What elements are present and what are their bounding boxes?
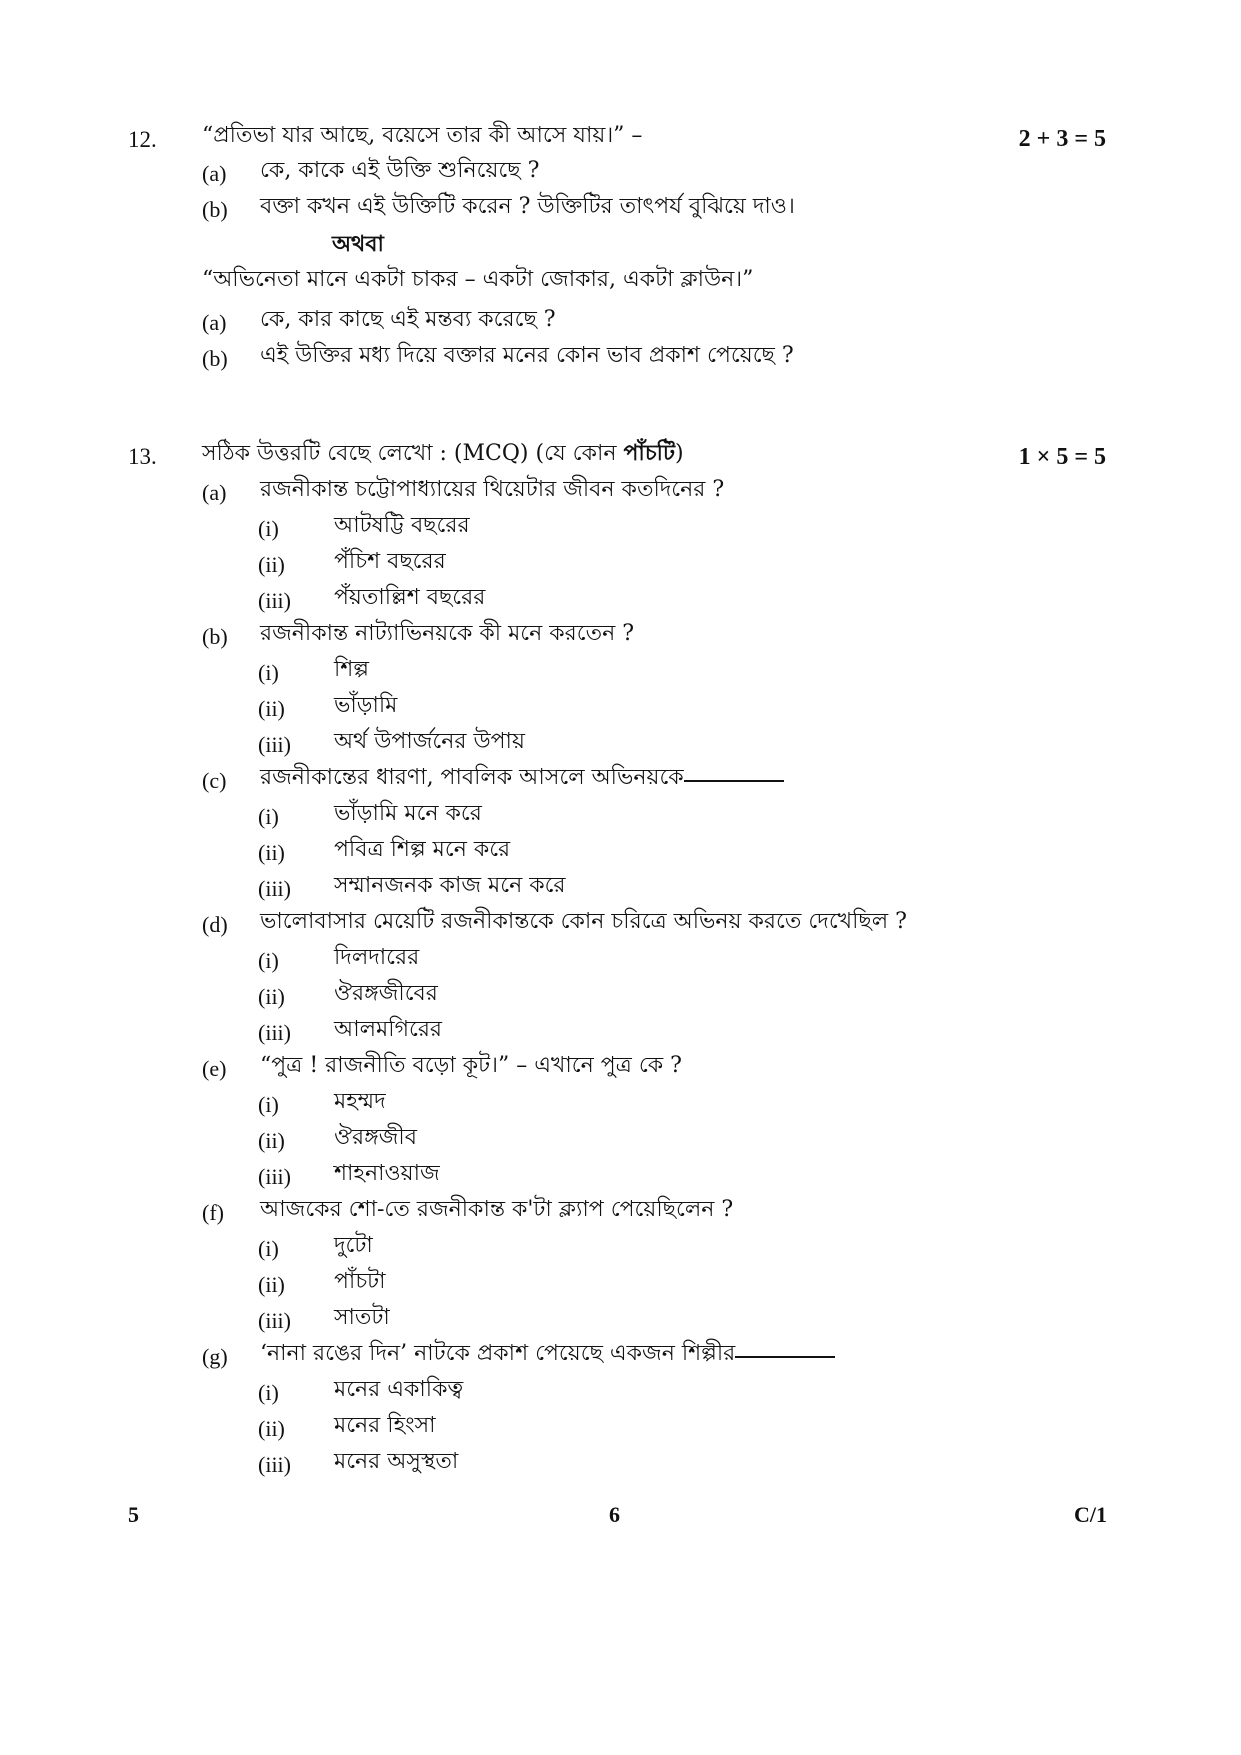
mcq-g-option-2-label: (ii) bbox=[258, 1416, 285, 1441]
question-12-sub-c-text: কে, কার কাছে এই মন্তব্য করেছে ? bbox=[260, 307, 556, 332]
mcq-c-question bbox=[260, 767, 784, 789]
mcq-e-question: “পুত্র ! রাজনীতি বড়ো কূট।” – এখানে পুত্র কে ? bbox=[260, 1053, 682, 1078]
mcq-b-option-2-label: (ii) bbox=[258, 696, 285, 721]
mcq-b-option-1-text: শিল্প bbox=[334, 657, 370, 682]
mcq-c-option-1-text: ভাঁড়ামি মনে করে bbox=[334, 801, 482, 826]
question-13-number: 13. bbox=[128, 444, 157, 469]
question-12-quote-2: “অভিনেতা মানে একটা চাকর – একটা জোকার, একটা ক্লাউন।” bbox=[202, 267, 754, 292]
question-13-heading-main: সঠিক উত্তরটি বেছে লেখো : (MCQ) (যে কোন bbox=[202, 441, 624, 466]
mcq-d-option-3-label: (iii) bbox=[258, 1020, 291, 1045]
mcq-g-blank-line bbox=[735, 1356, 835, 1358]
mcq-a-option-3-text: পঁয়তাল্লিশ বছরের bbox=[334, 585, 486, 610]
footer-page-number: 6 bbox=[609, 1502, 620, 1527]
mcq-c-option-1-label: (i) bbox=[258, 804, 279, 829]
question-12-sub-d-text: এই উক্তির মধ্য দিয়ে বক্তার মনের কোন ভাব প্রকাশ পেয়েছে ? bbox=[260, 343, 794, 368]
mcq-f-option-1-label: (i) bbox=[258, 1236, 279, 1261]
mcq-f-option-3-text: সাতটা bbox=[334, 1305, 390, 1330]
mcq-b-question: রজনীকান্ত নাট্যাভিনয়কে কী মনে করতেন ? bbox=[260, 621, 635, 646]
mcq-g-question bbox=[260, 1343, 835, 1365]
mcq-d-option-3-text: আলমগিরের bbox=[334, 1017, 443, 1042]
question-12-sub-a-label: (a) bbox=[202, 161, 227, 186]
mcq-c-option-3-text: সম্মানজনক কাজ মনে করে bbox=[334, 873, 566, 898]
mcq-b-option-1-label: (i) bbox=[258, 660, 279, 685]
question-12-sub-b-label: (b) bbox=[202, 197, 228, 222]
mcq-d-question: ভালোবাসার মেয়েটি রজনীকান্তকে কোন চরিত্রে অভিনয় করতে দেখেছিল ? bbox=[260, 909, 907, 934]
mcq-c-option-3-label: (iii) bbox=[258, 876, 291, 901]
mcq-a-option-1-label: (i) bbox=[258, 516, 279, 541]
question-12-sub-b-text: বক্তা কখন এই উক্তিটি করেন ? উক্তিটির তাৎপর্য বুঝিয়ে দাও। bbox=[260, 194, 795, 219]
question-12-sub-c-label: (a) bbox=[202, 310, 227, 335]
mcq-d-option-1-label: (i) bbox=[258, 948, 279, 973]
mcq-e-option-1-label: (i) bbox=[258, 1092, 279, 1117]
mcq-d-option-2-label: (ii) bbox=[258, 984, 285, 1009]
mcq-f-option-2-label: (ii) bbox=[258, 1272, 285, 1297]
question-12-sub-a-text: কে, কাকে এই উক্তি শুনিয়েছে ? bbox=[260, 158, 540, 183]
mcq-f-option-3-label: (iii) bbox=[258, 1308, 291, 1333]
mcq-c-label: (c) bbox=[202, 768, 227, 793]
mcq-c-blank-line bbox=[684, 780, 784, 782]
mcq-a-option-2-text: পঁচিশ বছরের bbox=[334, 549, 446, 574]
mcq-g-option-3-text: মনের অসুস্থতা bbox=[334, 1449, 459, 1474]
mcq-c-question-text: রজনীকান্তের ধারণা, পাবলিক আসলে অভিনয়কে bbox=[260, 765, 684, 790]
question-12-sub-d-label: (b) bbox=[202, 346, 228, 371]
mcq-d-label: (d) bbox=[202, 912, 228, 937]
question-12-number: 12. bbox=[128, 127, 157, 152]
mcq-b-option-3-label: (iii) bbox=[258, 732, 291, 757]
mcq-a-option-1-text: আটষট্টি বছরের bbox=[334, 513, 470, 538]
mcq-f-label: (f) bbox=[202, 1200, 224, 1225]
mcq-e-option-3-label: (iii) bbox=[258, 1164, 291, 1189]
mcq-d-option-1-text: দিলদারের bbox=[334, 945, 420, 970]
mcq-b-label: (b) bbox=[202, 624, 228, 649]
mcq-g-question-text: ‘নানা রঙের দিন’ নাটকে প্রকাশ পেয়েছে একজন শিল্পীর bbox=[260, 1341, 736, 1366]
mcq-f-question: আজকের শো-তে রজনীকান্ত ক'টা ক্ল্যাপ পেয়েছিলেন ? bbox=[260, 1197, 734, 1222]
mcq-b-option-3-text: অর্থ উপার্জনের উপায় bbox=[334, 729, 525, 754]
question-12-marks: 2 + 3 = 5 bbox=[1018, 126, 1106, 152]
mcq-g-option-2-text: মনের হিংসা bbox=[334, 1413, 436, 1438]
mcq-g-option-1-text: মনের একাকিত্ব bbox=[334, 1377, 464, 1402]
mcq-d-option-2-text: ঔরঙ্গজীবের bbox=[334, 981, 438, 1006]
mcq-c-option-2-text: পবিত্র শিল্প মনে করে bbox=[334, 837, 511, 862]
mcq-a-option-3-label: (iii) bbox=[258, 588, 291, 613]
question-12-or-text: অথবা bbox=[332, 231, 384, 257]
footer-code: C/1 bbox=[1074, 1502, 1107, 1527]
mcq-e-option-3-text: শাহনাওয়াজ bbox=[334, 1161, 440, 1186]
mcq-e-option-1-text: মহম্মদ bbox=[334, 1089, 386, 1114]
mcq-g-option-1-label: (i) bbox=[258, 1380, 279, 1405]
mcq-a-label: (a) bbox=[202, 480, 227, 505]
mcq-c-option-2-label: (ii) bbox=[258, 840, 285, 865]
question-13-heading bbox=[202, 442, 684, 465]
mcq-f-option-2-text: পাঁচটা bbox=[334, 1269, 386, 1294]
mcq-e-option-2-text: ঔরঙ্গজীব bbox=[334, 1125, 417, 1150]
mcq-a-question: রজনীকান্ত চট্টোপাধ্যায়ের থিয়েটার জীবন কতদিনের ? bbox=[260, 477, 725, 502]
mcq-g-label: (g) bbox=[202, 1344, 228, 1369]
mcq-b-option-2-text: ভাঁড়ামি bbox=[334, 693, 398, 718]
mcq-f-option-1-text: দুটো bbox=[334, 1233, 373, 1258]
question-12-quote-1: “প্রতিভা যার আছে, বয়েসে তার কী আসে যায়।” – bbox=[202, 123, 643, 148]
question-13-heading-bold: পাঁচটি bbox=[623, 440, 675, 466]
mcq-e-label: (e) bbox=[202, 1056, 227, 1081]
mcq-g-option-3-label: (iii) bbox=[258, 1452, 291, 1477]
question-13-marks: 1 × 5 = 5 bbox=[1018, 444, 1106, 470]
question-13-heading-end: ) bbox=[674, 441, 684, 466]
mcq-a-option-2-label: (ii) bbox=[258, 552, 285, 577]
mcq-e-option-2-label: (ii) bbox=[258, 1128, 285, 1153]
footer-left-number: 5 bbox=[128, 1502, 139, 1527]
